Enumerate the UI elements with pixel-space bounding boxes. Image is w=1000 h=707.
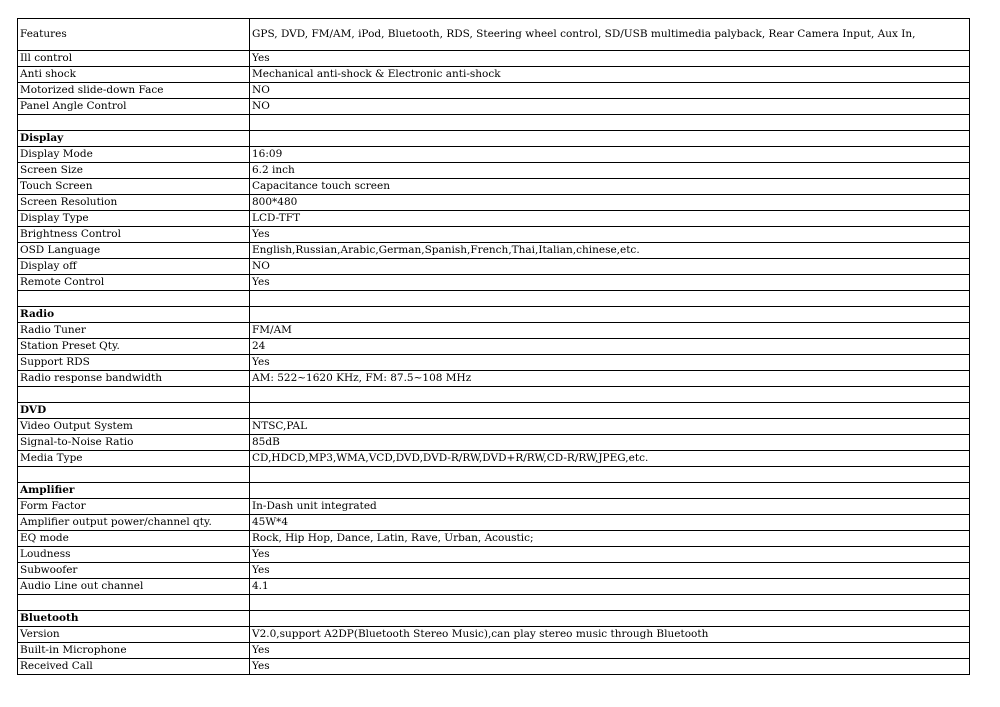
spec-label: Anti shock [18,67,250,83]
spec-value: 24 [250,339,970,355]
spec-row [18,243,970,259]
spec-row [18,99,970,115]
spec-row [18,147,970,163]
section-header-row [18,403,970,419]
spec-table [17,18,970,675]
spec-row [18,531,970,547]
spec-label: EQ mode [18,531,250,547]
spec-label: OSD Language [18,243,250,259]
spec-value: 85dB [250,435,970,451]
spacer-row [18,115,970,131]
spacer-row [18,387,970,403]
spec-row [18,51,970,67]
spec-value: Yes [250,51,970,67]
spec-value [250,387,970,403]
spec-value: 6.2 inch [250,163,970,179]
spec-row [18,659,970,675]
spec-label: Loudness [18,547,250,563]
spec-value: 800*480 [250,195,970,211]
spec-row [18,355,970,371]
spec-label: Received Call [18,659,250,675]
spec-row [18,227,970,243]
spec-value: NO [250,259,970,275]
spec-row [18,627,970,643]
spec-row [18,163,970,179]
spec-value: 16:09 [250,147,970,163]
spec-row [18,643,970,659]
spec-value [250,291,970,307]
spec-label: Display Mode [18,147,250,163]
spec-value: V2.0,support A2DP(Bluetooth Stereo Music),can play stereo music through Bluetooth [250,627,970,643]
spec-label: Station Preset Qty. [18,339,250,355]
spec-label: Subwoofer [18,563,250,579]
spec-value: LCD-TFT [250,211,970,227]
spec-value: 45W*4 [250,515,970,531]
spec-value: Yes [250,563,970,579]
spec-row [18,419,970,435]
spec-value: NO [250,83,970,99]
section-header-row [18,131,970,147]
spec-label: Form Factor [18,499,250,515]
spec-row [18,339,970,355]
spacer-row [18,595,970,611]
spec-label: Version [18,627,250,643]
spec-value: Mechanical anti-shock & Electronic anti-shock [250,67,970,83]
spec-label: Ill control [18,51,250,67]
spec-label: Screen Resolution [18,195,250,211]
spec-value: Yes [250,275,970,291]
spec-label: Screen Size [18,163,250,179]
spec-value: Yes [250,547,970,563]
spec-row [18,323,970,339]
spec-row [18,67,970,83]
spec-label: Motorized slide-down Face [18,83,250,99]
spec-label [18,291,250,307]
spec-label: Brightness Control [18,227,250,243]
section-title: DVD [18,403,250,419]
spec-value: Capacitance touch screen [250,179,970,195]
spec-row [18,195,970,211]
section-title: Display [18,131,250,147]
spec-label: Amplifier output power/channel qty. [18,515,250,531]
spec-value [250,467,970,483]
spec-value: NTSC,PAL [250,419,970,435]
spec-row [18,563,970,579]
spec-label: Built-in Microphone [18,643,250,659]
spec-value [250,611,970,627]
spec-label: Touch Screen [18,179,250,195]
spec-label [18,595,250,611]
spec-row [18,259,970,275]
spec-label: Video Output System [18,419,250,435]
spec-row [18,19,970,51]
spec-value: FM/AM [250,323,970,339]
spec-value [250,307,970,323]
spec-value: GPS, DVD, FM/AM, iPod, Bluetooth, RDS, Steering wheel control, SD/USB multimedia palyback, Rear Camera Input, Aux In, [250,19,970,51]
spec-value: Yes [250,355,970,371]
spec-row [18,211,970,227]
spec-value: Yes [250,659,970,675]
spec-value [250,403,970,419]
spec-label [18,387,250,403]
spec-value [250,595,970,611]
section-title: Amplifier [18,483,250,499]
spec-value [250,115,970,131]
spec-value [250,131,970,147]
spec-value: NO [250,99,970,115]
spec-label: Radio Tuner [18,323,250,339]
spec-row [18,435,970,451]
section-header-row [18,611,970,627]
spec-row [18,515,970,531]
spec-row [18,579,970,595]
spec-row [18,451,970,467]
section-title: Radio [18,307,250,323]
spec-value [250,483,970,499]
spec-value: CD,HDCD,MP3,WMA,VCD,DVD,DVD-R/RW,DVD+R/RW,CD-R/RW,JPEG,etc. [250,451,970,467]
spec-value: In-Dash unit integrated [250,499,970,515]
spec-label [18,115,250,131]
spec-label: Display Type [18,211,250,227]
spec-label: Features [18,19,250,51]
spec-row [18,275,970,291]
spec-label [18,467,250,483]
spec-value: AM: 522~1620 KHz, FM: 87.5~108 MHz [250,371,970,387]
spec-label: Media Type [18,451,250,467]
spec-row [18,547,970,563]
spec-value: Rock, Hip Hop, Dance, Latin, Rave, Urban, Acoustic; [250,531,970,547]
spec-value: Yes [250,227,970,243]
spec-row [18,179,970,195]
spec-value: English,Russian,Arabic,German,Spanish,French,Thai,Italian,chinese,etc. [250,243,970,259]
spacer-row [18,291,970,307]
spec-row [18,499,970,515]
spec-row [18,371,970,387]
spec-label: Radio response bandwidth [18,371,250,387]
spec-label: Support RDS [18,355,250,371]
spacer-row [18,467,970,483]
spec-label: Audio Line out channel [18,579,250,595]
spec-value: 4.1 [250,579,970,595]
section-title: Bluetooth [18,611,250,627]
spec-table-body [18,19,970,675]
spec-label: Signal-to-Noise Ratio [18,435,250,451]
spec-label: Remote Control [18,275,250,291]
spec-value: Yes [250,643,970,659]
section-header-row [18,307,970,323]
section-header-row [18,483,970,499]
spec-label: Panel Angle Control [18,99,250,115]
spec-row [18,83,970,99]
spec-label: Display off [18,259,250,275]
